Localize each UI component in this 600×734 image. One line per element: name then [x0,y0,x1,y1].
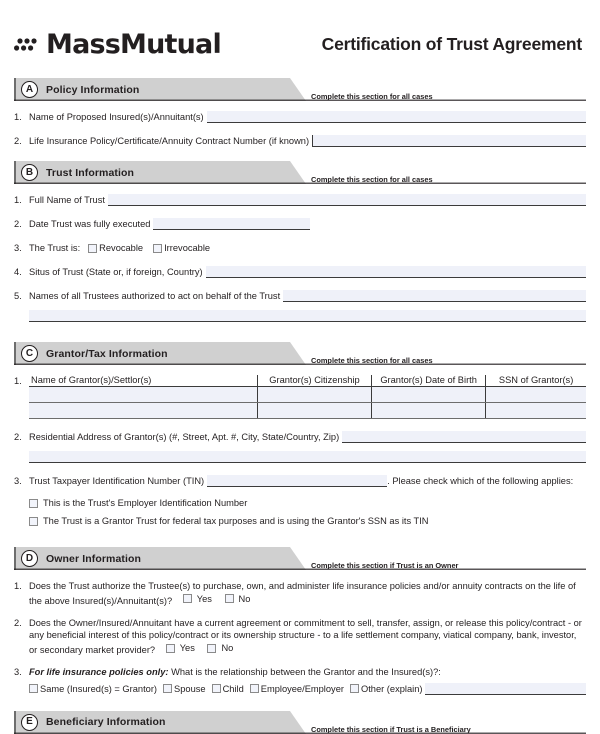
field-row-b1 [14,194,586,206]
item-number: 1. [14,581,22,591]
checkbox-label: Other (explain) [360,683,423,694]
input-trust-full-name[interactable] [108,194,586,206]
brand-name: MassMutual [46,28,221,60]
cell-name[interactable] [29,403,257,419]
checkbox-grantor-trust-ssn[interactable] [29,515,429,527]
field-row-b2 [14,218,586,230]
section-note-d: Complete this section if Trust is an Owner [311,561,459,570]
field-row-b3 [14,242,586,254]
input-grantor-address[interactable] [342,431,586,443]
item-label: Names of all Trustees authorized to act on behalf of the Trust [29,291,281,301]
question-text: Does the Owner/Insured/Annuitant have a current agreement or commitment to sell, transfer, assign, or release this policy/contract - or any beneficial interest of this policy/contract or its ownership structure - to a life settlement company, viatical company, bank, investor, or secondary market provider? [29,617,582,655]
checkbox-label: Same (Insured(s) = Grantor) [40,683,158,694]
input-trust-situs[interactable] [206,266,586,278]
checkbox-label: This is the Trust's Employer Identification Number [43,498,248,508]
field-row-a2 [14,135,586,147]
checkbox-box-icon[interactable] [153,244,162,253]
input-insured-names[interactable] [207,111,586,123]
item-number: 3. [14,243,22,253]
checkbox-row-grantor-trust [14,515,586,527]
checkbox-d3-child[interactable] [212,683,244,695]
field-row-b4 [14,266,586,278]
section-letter-a: A [21,81,38,98]
item-number: 1. [14,195,22,205]
question-text: What is the relationship between the Grantor and the Insured(s)?: [168,667,441,677]
table-header-row [29,375,586,387]
checkbox-label: No [221,642,234,653]
checkbox-label: Yes [179,642,195,653]
checkbox-irrevocable[interactable] [153,242,210,254]
checkbox-box-icon[interactable] [163,684,172,693]
checkbox-label: No [238,593,251,604]
column-header-ssn: SSN of Grantor(s) [486,375,586,387]
checkbox-revocable[interactable] [88,242,143,254]
section-banner-a [14,78,586,101]
section-letter-b: B [21,164,38,181]
input-d3-other-explain[interactable] [425,683,586,695]
item-number: 3. [14,476,22,486]
item-number: 1. [14,376,22,386]
checkbox-label: The Trust is a Grantor Trust for federal tax purposes and is using the Grantor's SSN as its TIN [43,516,429,526]
section-letter-e: E [21,714,38,731]
item-number: 5. [14,291,22,301]
checkbox-box-icon[interactable] [212,684,221,693]
field-row-b5 [14,290,586,302]
checkbox-box-icon[interactable] [250,684,259,693]
section-banner-c [14,342,586,365]
input-grantor-address-line2[interactable] [29,451,586,463]
checkbox-d1-yes[interactable] [183,593,212,606]
checkbox-box-icon[interactable] [29,499,38,508]
checkbox-box-icon[interactable] [225,594,234,603]
table-row [29,403,586,419]
item-number: 2. [14,432,22,442]
checkbox-box-icon[interactable] [183,594,192,603]
checkbox-label: Irrevocable [164,243,211,253]
item-label: Full Name of Trust [29,195,105,205]
field-row-c3 [14,475,586,487]
item-number: 4. [14,267,22,277]
massmutual-dots-logo-icon [14,34,42,54]
table-row [29,387,586,403]
item-label: Situs of Trust (State or, if foreign, Country) [29,267,203,277]
grantor-table [29,375,586,419]
question-italic-lead: For life insurance policies only: [29,667,169,677]
checkbox-d1-no[interactable] [225,593,251,606]
section-note-c: Complete this section for all cases [311,356,433,365]
item-number: 1. [14,112,22,122]
checkbox-label: Child [222,683,244,694]
section-title-c: Grantor/Tax Information [46,347,168,360]
cell-dob[interactable] [372,403,486,419]
checkbox-d3-spouse[interactable] [163,683,206,695]
section-letter-c: C [21,345,38,362]
checkbox-box-icon[interactable] [29,517,38,526]
section-banner-b [14,161,586,184]
checkbox-label: Yes [196,593,212,604]
checkbox-box-icon[interactable] [207,644,216,653]
checkbox-d3-same[interactable] [29,683,157,695]
checkbox-label: Spouse [174,683,206,694]
section-letter-d: D [21,550,38,567]
item-label: Life Insurance Policy/Certificate/Annuity Contract Number (if known) [29,136,310,146]
input-trust-execution-date[interactable] [153,218,310,230]
item-label-suffix: . Please check which of the following applies: [387,476,574,486]
item-number: 2. [14,617,22,628]
field-row-c2 [14,431,586,443]
page-header [14,0,586,72]
cell-dob[interactable] [372,387,486,403]
checkbox-box-icon[interactable] [350,684,359,693]
field-row-c2-cont [14,451,586,463]
cell-ssn[interactable] [486,387,586,403]
checkbox-d3-other[interactable] [350,683,423,695]
input-trustee-names[interactable] [283,290,586,302]
question-row-d1 [14,580,586,607]
section-title-a: Policy Information [46,83,140,96]
item-number: 2. [14,219,22,229]
column-header-name: Name of Grantor(s)/Settlor(s) [29,375,257,387]
checkbox-d2-yes[interactable] [166,642,195,655]
input-trustee-names-line2[interactable] [29,310,586,322]
checkbox-box-icon[interactable] [88,244,97,253]
section-note-b: Complete this section for all cases [311,175,433,184]
checkbox-d3-employee-employer[interactable] [250,683,344,695]
grantor-table-wrap [14,375,586,419]
section-title-b: Trust Information [46,166,135,179]
field-row-a1 [14,111,586,123]
section-banner-e [14,711,586,734]
field-row-b5-cont [14,310,586,322]
question-row-d3 [14,666,586,679]
item-label: Name of Proposed Insured(s)/Annuitant(s) [29,112,204,122]
section-title-e: Beneficiary Information [46,716,166,728]
section-title-d: Owner Information [46,552,142,565]
item-label: The Trust is: [29,243,81,253]
question-text: Does the Trust authorize the Trustee(s) to purchase, own, and administer life insurance policies and/or annuity contracts on the life of the above Insured(s)/Annuitant(s)? [29,581,576,606]
checkbox-d2-no[interactable] [207,642,233,655]
cell-ssn[interactable] [486,403,586,419]
checkbox-label: Employee/Employer [260,683,344,694]
input-policy-number[interactable] [312,135,586,147]
item-number: 2. [14,136,22,146]
cell-citizenship[interactable] [257,387,371,403]
section-note-a: Complete this section for all cases [311,92,433,101]
checkbox-employer-id-number[interactable] [29,497,247,509]
checkbox-box-icon[interactable] [29,684,38,693]
checkbox-row-d3-options [14,683,586,695]
document-title: Certification of Trust Agreement [321,33,582,54]
massmutual-logo [14,28,221,60]
item-label: Date Trust was fully executed [29,219,151,229]
item-label: Residential Address of Grantor(s) (#, Street, Apt. #, City, State/Country, Zip) [29,432,340,442]
column-header-citizenship: Grantor(s) Citizenship [257,375,371,387]
column-header-dob: Grantor(s) Date of Birth [372,375,486,387]
input-trust-tin[interactable] [207,475,387,487]
cell-name[interactable] [29,387,257,403]
question-row-d2 [14,617,586,656]
section-note-e: Complete this section if Trust is a Beneficiary [311,724,471,734]
checkbox-box-icon[interactable] [166,644,175,653]
section-banner-d [14,547,586,570]
cell-citizenship[interactable] [257,403,371,419]
checkbox-row-ein [14,497,586,509]
checkbox-label: Revocable [99,243,144,253]
item-number: 3. [14,667,22,677]
item-label: Trust Taxpayer Identification Number (TIN) [29,476,205,486]
